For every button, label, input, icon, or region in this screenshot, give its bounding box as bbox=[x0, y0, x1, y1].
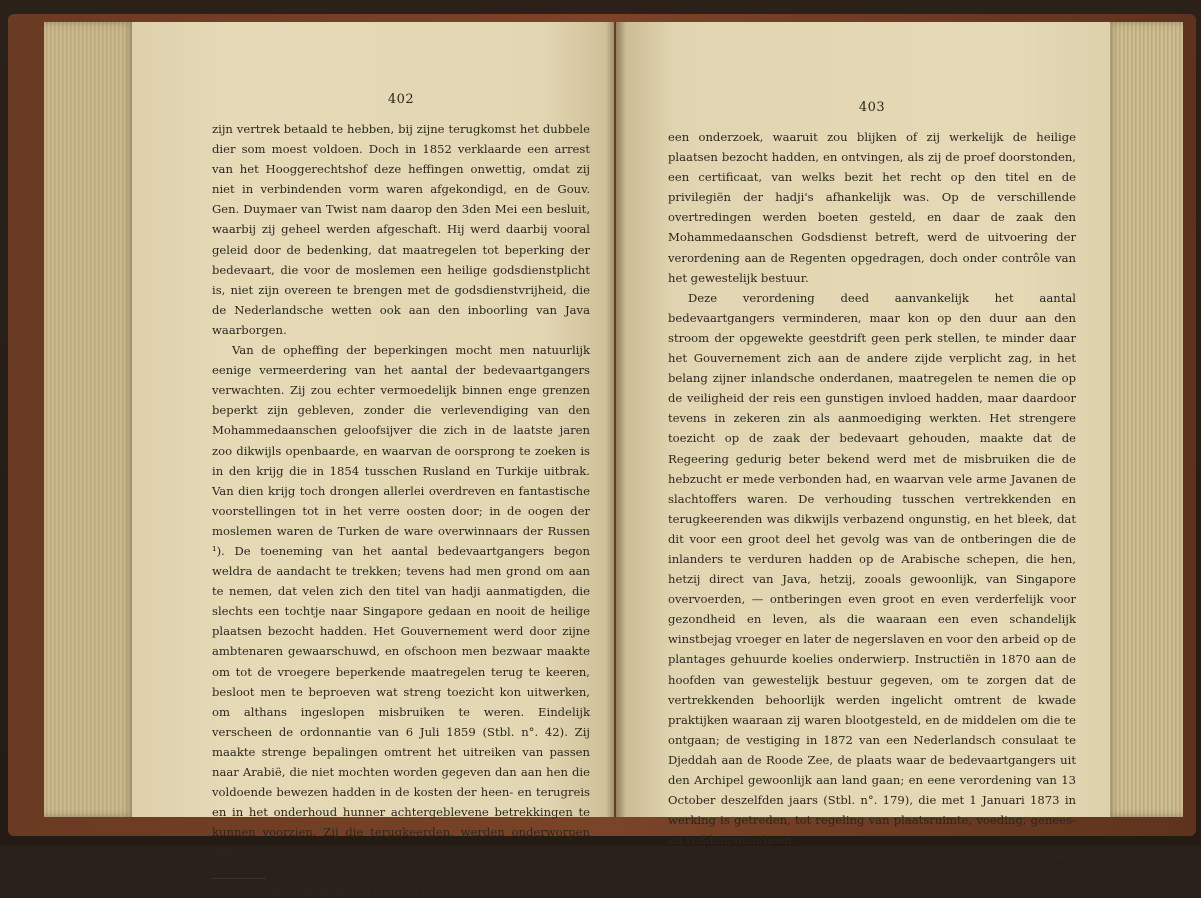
paragraph: zijn vertrek betaald te hebben, bij zijne terugkomst het dubbele dier som moest voldoen. Doch in 1852 verklaarde een arrest van het Hooggerechtshof deze heffingen onwettig, omdat zij niet in verbindenden vorm waren afgekondigd, en de Gouv. Gen. Duymaer van Twist nam daarop den 3den Mei een besluit, waarbij zij geheel werden afgeschaft. Hij werd daarbij vooral geleid door de bedenking, dat maatregelen tot beperking der bedevaart, die voor de moslemen een heilige godsdienstplicht is, niet zijn overeen te brengen met de godsdienstvrijheid, die de Nederlandsche wetten ook aan den inboorling van Java waarborgen. bbox=[212, 122, 590, 337]
left-page-body bbox=[212, 119, 590, 862]
left-page-edges bbox=[44, 22, 136, 817]
paragraph: Van de opheffing der beperkingen mocht men natuurlijk eenige vermeerdering van het aantal der bedevaartgangers verwachten. Zij zou echter vermoedelijk binnen enge grenzen beperkt zijn gebleven, zonder die verlevendiging van den Mohammedaanschen geloofsijver die zich in de laatste jaren zoo dikwijls openbaarde, en waarvan de oorsprong te zoeken is in den krijg die in 1854 tusschen Rusland en Turkije uitbrak. Van dien krijg toch drongen allerlei overdreven en fantastische voorstellingen tot in het verre oosten door; in de oogen der moslemen waren de Turken de ware overwinnaars der Russen ¹). De toeneming van het aantal bedevaartgangers begon weldra de aandacht te trekken; tevens had men grond om aan te nemen, dat velen zich den titel van hadji aanmatigden, die slechts een tochtje naar Singapore gedaan en nooit de heilige plaatsen bezocht hadden. Het Gouvernement werd door zijne ambtenaren gewaarschuwd, en ofschoon men bezwaar maakte om tot de vroegere beperkende maatregelen terug te keeren, besloot men te beproeven wat streng toezicht kon uitwerken, om althans ingeslopen misbruiken te weren. Eindelijk verscheen de ordonnantie van 6 Juli 1859 (Stbl. n°. 42). Zij maakte strenge bepalingen omtrent het uitreiken van passen naar Arabië, die niet mochten worden gegeven dan aan hen die voldoende bewezen hadden in de kosten der heen- en terugreis en in het onderhoud hunner achtergeblevene betrekkingen te kunnen voorzien. Zij die terugkeerden, werden onderworpen aan bbox=[212, 343, 590, 860]
left-page bbox=[132, 22, 614, 898]
right-page-body bbox=[668, 127, 1076, 850]
paragraph: Deze verordening deed aanvankelijk het aantal bedevaartgangers verminderen, maar kon op den duur aan den stroom der opgewekte geestdrift geen perk stellen, te minder daar het Gouvernement zich aan de andere zijde verplicht zag, in het belang zijner inlandsche onderdanen, maatregelen te nemen die op de veiligheid der reis een gunstigen invloed hadden, maar daardoor tevens in zekeren zin als aanmoediging werkten. Het strengere toezicht op de zaak der bedevaart gehouden, maakte dat de Regeering gedurig beter bekend werd met de misbruiken die de hebzucht er mede verbonden had, en waarvan vele arme Javanen de slachtoffers waren. De verhouding tusschen vertrekkenden en terugkeerenden was dikwijls verbazend ongunstig, en het bleek, dat dit voor een groot deel het gevolg was van de ontberingen die de inlanders te verduren hadden op de Arabische schepen, die hen, hetzij direct van Java, hetzij, zooals gewoonlijk, van Singapore overvoerden, — ontberingen even groot en even verderfelijk voor gezondheid en leven, als die waaraan een even schandelijk winstbejag vroeger en later de negerslaven en voor den arbeid op de plantages gehuurde koelies onderwierp. Instructiën in 1870 aan de hoofden van gewestelijk bestuur gegeven, om te zorgen dat de vertrekkenden behoorlijk werden ingelicht omtrent de kwade praktijken waaraan zij waren blootgesteld, en de middelen om die te ontgaan; de vestiging in 1872 van een Nederlandsch consulaat te Djeddah aan de Roode Zee, de plaats waar de bedevaartgangers uit den Archipel gewoonlijk aan land gaan; en eene verordening van 13 October deszelfden jaars (Stbl. n°. 179), die met 1 Januari 1873 in werking is getreden, tot regeling van plaatsruimte, voeding, genees- en reddingsmiddelen, bbox=[668, 290, 1076, 848]
footnote-divider bbox=[212, 878, 266, 879]
paragraph: een onderzoek, waaruit zou blijken of zij werkelijk de heilige plaatsen bezocht hadden, en ontvingen, als zij de proef doorstonden, een certificaat, van welks bezit het recht op den titel en de privilegiën der hadji's afhankelijk was. Op de verschillende overtredingen werden boeten gesteld, en daar de zaak den Mohammedaanschen Godsdienst betreft, werd de uitvoering der verordening aan de Regenten opgedragen, doch onder contrôle van het gewestelijk bestuur. bbox=[668, 130, 1076, 285]
right-page-edges bbox=[1105, 22, 1183, 817]
right-page bbox=[616, 22, 1110, 863]
signature-mark: 26* bbox=[1049, 848, 1070, 863]
footnote: ¹) Zie b.v. Wallace, Insulinde, II. 110 T. v. N. I. 1869. I. 275. bbox=[212, 886, 492, 898]
book-gutter bbox=[606, 22, 626, 817]
page-number-right: 403 bbox=[858, 100, 886, 115]
page-number-left: 402 bbox=[387, 92, 415, 107]
